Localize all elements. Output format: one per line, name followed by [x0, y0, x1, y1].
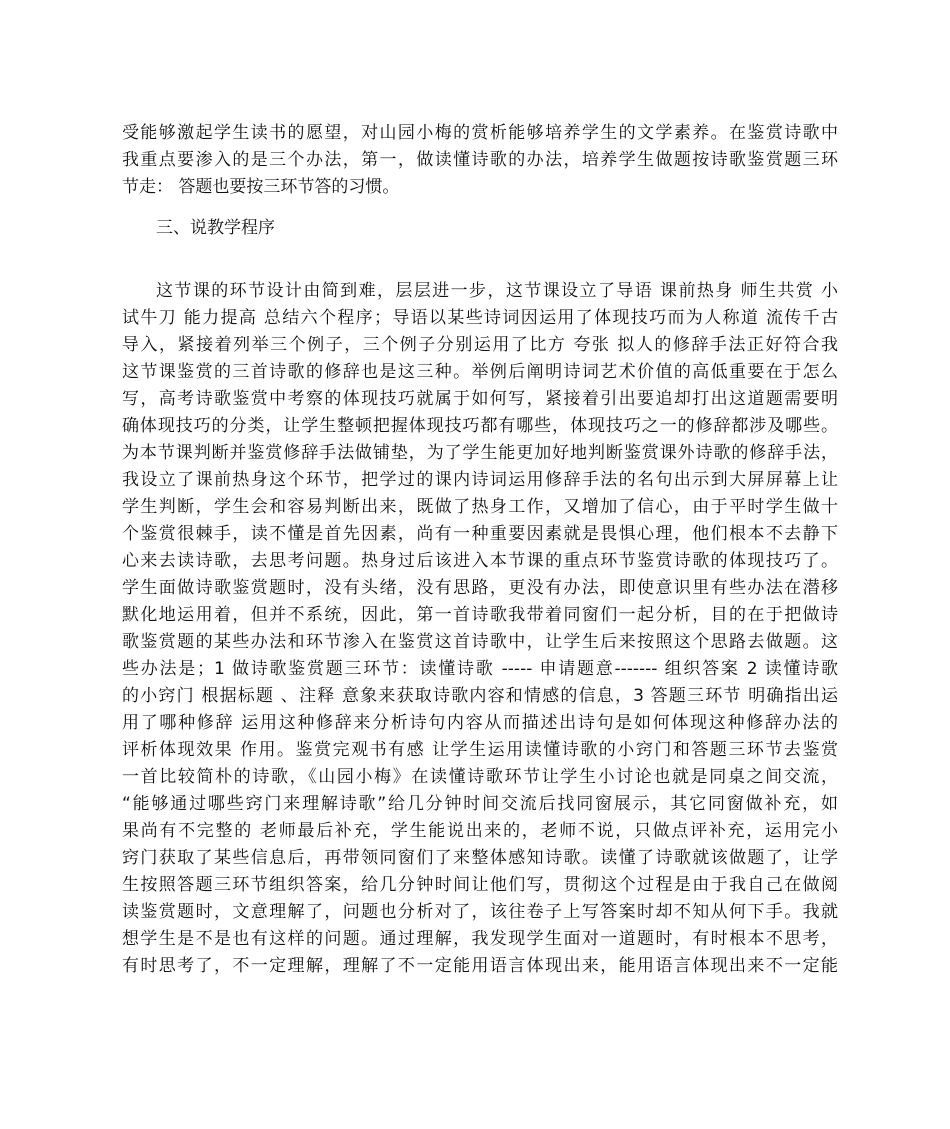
text-line: 的小窍门 根据标题 、注释 意象来获取诗歌内容和情感的信息，3 答题三环节 明确指出运: [122, 686, 838, 706]
text-line: 歌鉴赏题的某些办法和环节渗入在鉴赏这首诗歌中，让学生后来按照这个思路去做题。这: [122, 632, 838, 652]
text-line: 我重点要渗入的是三个办法，第一，做读懂诗歌的办法，培养学生做题按诗歌鉴赏题三环: [122, 150, 838, 170]
text-line: 窍门获取了某些信息后，再带领同窗们了来整体感知诗歌。读懂了诗歌就该做题了，让学: [122, 848, 838, 868]
section-heading-text: 三、说教学程序: [156, 218, 275, 238]
text-line: 有时思考了，不一定理解，理解了不一定能用语言体现出来，能用语言体现出来不一定能: [122, 956, 838, 976]
text-line: 试牛刀 能力提高 总结六个程序；导语以某些诗词因运用了体现技巧而为人称道 流传千古: [122, 308, 838, 328]
text-line: 这节课鉴赏的三首诗歌的修辞也是这三种。举例后阐明诗词艺术价值的高低重要在于怎么: [122, 362, 838, 382]
text-line: 这节课的环节设计由简到难，层层进一步，这节课设立了导语 课前热身 师生共赏 小: [156, 281, 838, 301]
text-line: 果尚有不完整的 老师最后补充，学生能说出来的，老师不说，只做点评补充，运用完小: [122, 821, 838, 841]
text-line: 心来去读诗歌，去思考问题。热身过后该进入本节课的重点环节鉴赏诗歌的体现技巧了。: [122, 551, 838, 571]
paragraph-teaching-procedure: [122, 278, 838, 980]
text-line: 一首比较简朴的诗歌，《山园小梅》在读懂诗歌环节让学生小讨论也就是同桌之间交流，: [122, 767, 838, 787]
text-line: 生按照答题三环节组织答案，给几分钟时间让他们写，贯彻这个过程是由于我自己在做阅: [122, 875, 838, 895]
text-line: 评析体现效果 作用。鉴赏完观书有感 让学生运用读懂诗歌的小窍门和答题三环节去鉴赏: [122, 740, 838, 760]
text-line: 我设立了课前热身这个环节，把学过的课内诗词运用修辞手法的名句出示到大屏屏幕上让: [122, 470, 838, 490]
text-line: 用了哪种修辞 运用这种修辞来分析诗句内容从而描述出诗句是如何体现这种修辞办法的: [122, 713, 838, 733]
text-line: 确体现技巧的分类，让学生整顿把握体现技巧都有哪些，体现技巧之一的修辞都涉及哪些。: [122, 416, 838, 436]
text-line: 学生判断，学生会和容易判断出来，既做了热身工作，又增加了信心，由于平时学生做十: [122, 497, 838, 517]
text-line: “能够通过哪些窍门来理解诗歌”给几分钟时间交流后找同窗展示，其它同窗做补充，如: [122, 794, 838, 814]
text-line: 导入，紧接着列举三个例子，三个例子分别运用了比方 夸张 拟人的修辞手法正好符合我: [122, 335, 838, 355]
text-line: 为本节课判断并鉴赏修辞手法做铺垫，为了学生能更加好地判断鉴赏课外诗歌的修辞手法，: [122, 443, 838, 463]
text-line: 写，高考诗歌鉴赏中考察的体现技巧就属于如何写，紧接着引出要追却打出这道题需要明: [122, 389, 838, 409]
paragraph-intro-continuation: [122, 120, 838, 201]
text-line: 默化地运用着，但并不系统，因此，第一首诗歌我带着同窗们一起分析，目的在于把做诗: [122, 605, 838, 625]
text-line: 想学生是不是也有这样的问题。通过理解，我发现学生面对一道题时，有时根本不思考，: [122, 929, 838, 949]
section-heading: [122, 215, 838, 242]
text-line: 学生面做诗歌鉴赏题时，没有头绪，没有思路，更没有办法，即使意识里有些办法在潜移: [122, 578, 838, 598]
text-line: 个鉴赏很棘手，读不懂是首先因素，尚有一种重要因素就是畏惧心理，他们根本不去静下: [122, 524, 838, 544]
text-line: 读鉴赏题时，文意理解了，问题也分析对了，该往卷子上写答案时却不知从何下手。我就: [122, 902, 838, 922]
text-line: 受能够激起学生读书的愿望，对山园小梅的赏析能够培养学生的文学素养。在鉴赏诗歌中: [122, 123, 838, 143]
text-line: 些办法是；1 做诗歌鉴赏题三环节：读懂诗歌 ----- 申请题意------- 组织答案 2 读懂诗歌: [122, 659, 838, 679]
text-line: 节走： 答题也要按三环节答的习惯。: [122, 177, 400, 197]
